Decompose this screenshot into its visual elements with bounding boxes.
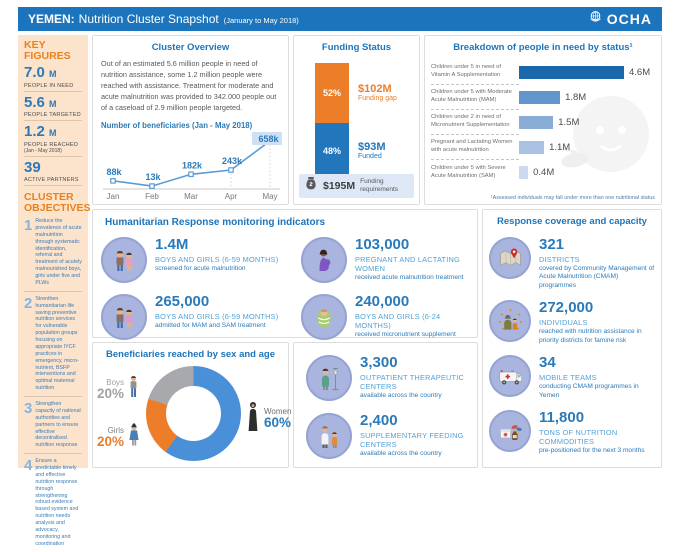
doctor-child-icon	[306, 413, 352, 459]
bar-plw	[519, 141, 544, 154]
coverage-panel	[482, 209, 662, 468]
legend-women: Women 60%	[245, 401, 291, 438]
stat-admitted: 265,000 BOYS AND GIRLS (6-59 MONTHS) admitted for MAM and SAM treatment	[101, 294, 297, 340]
legend-boys: Boys 20%	[97, 375, 140, 406]
funding-stacked-bar	[315, 63, 349, 179]
supplies-icon	[489, 410, 531, 452]
need-breakdown-panel	[424, 35, 662, 205]
sex-age-panel	[92, 342, 292, 468]
breakdown-row: Children under 5 in need of Vitamin A Supplementation 4.6M	[431, 60, 655, 85]
stat-otc: 3,300 OUTPATIENT THERAPEUTIC CENTERS available across the country	[306, 355, 471, 401]
svg-text:Mar: Mar	[184, 191, 198, 201]
funding-requirements-label: Funding requirements	[360, 178, 399, 193]
nurse-iv-icon	[306, 355, 352, 401]
svg-text:243k: 243k	[221, 155, 243, 166]
cluster-overview-text: Out of an estimated 5.6 million people in need of nutrition assistance, some 1.2 million people were reached with assistance. Treatment for moderate and acute malnutrition was provided to 342.000 people out of a caseload of 2.9 million people targeted.	[101, 59, 277, 112]
funding-requirements-box	[299, 174, 414, 198]
objective-1: 1 Reduce the prevalence of acute malnutrition through systematic identification, referral and treatment of acutely malnourished boys, girls under five and PLWs	[24, 214, 82, 292]
svg-text:658k: 658k	[258, 133, 279, 144]
money-bag-icon	[304, 176, 318, 196]
bar-sam	[519, 166, 528, 179]
svg-text:13k: 13k	[145, 171, 161, 182]
funding-requirements-amount: $195M	[323, 180, 356, 192]
key-figures-title: KEY FIGURES	[24, 39, 71, 63]
boy-figure-icon	[127, 375, 140, 406]
svg-text:Apr: Apr	[224, 191, 238, 201]
svg-text:182k: 182k	[181, 159, 203, 170]
woman-figure-icon	[245, 401, 261, 438]
funding-gap-segment: 52%	[315, 63, 349, 123]
boy-girl-icon	[101, 294, 147, 340]
stat-individuals: 272,000 INDIVIDUALS reached with nutrition assistance in priority districts for famine risk	[489, 300, 655, 345]
breakdown-row: Children under 2 in need of Micronutrient Supplementation 1.5M	[431, 110, 655, 135]
stat-sfc: 2,400 SUPPLEMENTARY FEEDING CENTERS available across the country	[306, 413, 471, 459]
boy-girl-icon	[101, 237, 147, 283]
baby-icon	[301, 294, 347, 340]
figure-active-partners: 39 ACTIVE PARTNERS	[24, 157, 82, 187]
key-figures-sidebar	[18, 35, 91, 547]
bar-vitamin-a	[519, 66, 624, 79]
breakdown-row: Children under 5 with Moderate Acute Malnutrition (MAM) 1.8M	[431, 85, 655, 110]
legend-girls: Girls 20%	[97, 423, 141, 454]
funded-label: $93M Funded	[358, 140, 386, 160]
stat-micronutrient: 240,000 BOYS AND GIRLS (6-24 MONTHS) received micronutrient supplement	[301, 294, 469, 340]
figure-people-reached: 1.2 M PEOPLE REACHED (Jan - May 2018)	[24, 121, 82, 157]
monitoring-title: Humanitarian Response monitoring indicators	[105, 217, 326, 228]
family-icon	[489, 300, 531, 342]
funded-segment: 48%	[315, 123, 349, 179]
objective-2: 2 Strenthen humanitarian life saving preventive nutrition services for vulnerable population groups focusing on appropriate IYCF practices in emergency, micro-nutrient, BSFP interventions and optimal maternal nutrition	[24, 292, 82, 397]
need-breakdown-title: Breakdown of people in need by status¹	[453, 42, 633, 53]
breakdown-row: Pregnant and Lactating Women with acute malnutrition 1.1M	[431, 135, 655, 160]
funding-gap-label: $102M Funding gap	[358, 82, 397, 102]
header-country: YEMEN:	[28, 12, 75, 26]
cluster-overview-title: Cluster Overview	[151, 42, 230, 53]
header-bar	[18, 7, 662, 31]
objective-3: 3 Strengthen capacity of national authorities and partners to ensure effective decentralised nutrition response	[24, 397, 82, 454]
line-chart-title: Number of beneficiaries (Jan - May 2018)	[101, 120, 253, 130]
stat-plw-treated: 103,000 PREGNANT AND LACTATING WOMEN received acute malnutrition treatment	[301, 237, 469, 283]
stat-commodities: 11,800 TONS OF NUTRITION COMMODITIES pre-positioned for the next 3 months	[489, 410, 655, 456]
bar-mam	[519, 91, 560, 104]
cluster-objectives-title: CLUSTER OBJECTIVES	[24, 191, 91, 215]
un-emblem-icon	[588, 9, 603, 29]
sex-age-title: Beneficiaries reached by sex and age	[106, 349, 275, 360]
coverage-title: Response coverage and capacity	[497, 216, 647, 227]
funding-status-panel	[293, 35, 420, 205]
centers-panel	[293, 342, 478, 468]
stat-screened: 1.4M BOYS AND GIRLS (6-59 MONTHS) screened for acute malnutrition	[101, 237, 297, 283]
objective-4: 4 Ensure a predictable timely and effective nutrition response through strengthening robust evidence based system and nutrition needs analysis and advocacy, monitoring and coordination	[24, 457, 79, 547]
map-pin-icon	[489, 237, 531, 279]
svg-text:May: May	[262, 191, 278, 201]
beneficiaries-line-chart	[101, 131, 282, 201]
cluster-overview-panel	[92, 35, 289, 205]
pregnant-woman-icon	[301, 237, 347, 283]
figure-people-in-need: 7.0 M PEOPLE IN NEED	[24, 62, 82, 92]
figure-people-targeted: 5.6 M PEOPLE TARGETED	[24, 92, 82, 122]
stat-mobile-teams: 34 MOBILE TEAMS conducting CMAM programmes in Yemen	[489, 355, 655, 400]
bar-micronutrient	[519, 116, 553, 129]
ocha-logo: OCHA	[606, 11, 652, 27]
girl-figure-icon	[127, 423, 141, 454]
breakdown-footnote: ¹Assessed individuals may fall under more than one nutritional status	[490, 195, 655, 201]
stat-districts: 321 DISTRICTS covered by Community Management of Acute Malnutrition (CMAM) programmes	[489, 237, 655, 290]
funding-status-title: Funding Status	[321, 42, 392, 53]
svg-text:Jan: Jan	[106, 191, 120, 201]
breakdown-row: Children under 5 with Severe Acute Malnutrition (SAM) 0.4M	[431, 164, 555, 179]
ambulance-icon	[489, 355, 531, 397]
svg-text:Feb: Feb	[145, 191, 159, 201]
svg-text:88k: 88k	[106, 166, 122, 177]
header-title: Nutrition Cluster Snapshot	[78, 12, 219, 26]
monitoring-panel	[92, 209, 478, 338]
header-period: (January to May 2018)	[223, 15, 299, 25]
